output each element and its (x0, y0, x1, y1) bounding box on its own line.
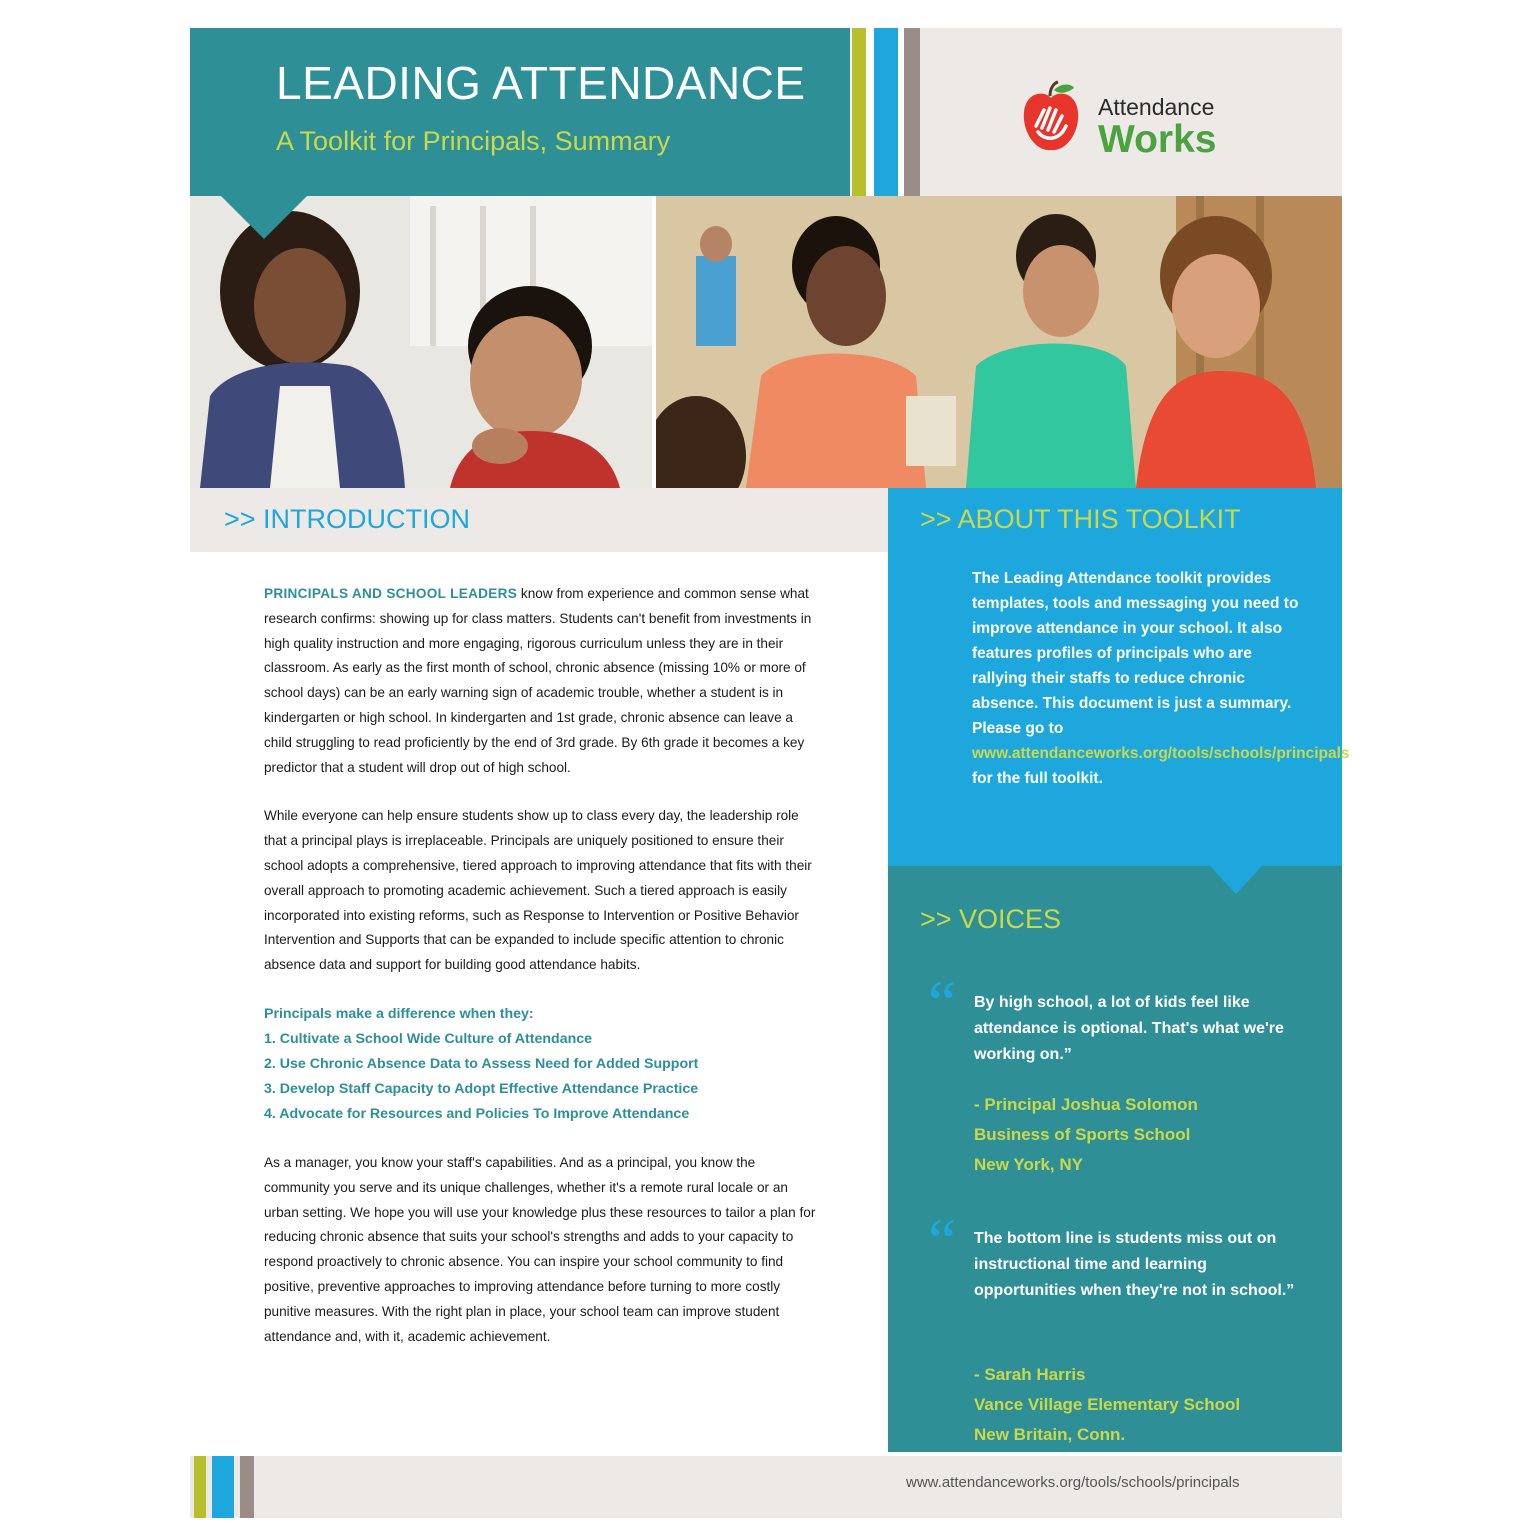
list-item: 1. Cultivate a School Wide Culture of Attendance (264, 1030, 593, 1047)
teacher-and-student-photo (190, 196, 652, 488)
about-toolkit-box (888, 488, 1350, 866)
quote-2-place: New Britain, Conn. (974, 1425, 1126, 1444)
logo-text-attendance: Attendance (1098, 94, 1215, 120)
quote-2-org: Vance Village Elementary School (974, 1395, 1241, 1414)
intro-lead: PRINCIPALS AND SCHOOL LEADERS (264, 586, 518, 601)
footer-stripe-grey (240, 1456, 254, 1518)
intro-paragraph-3: As a manager, you know your staff's capabilities. And as a principal, you know the community you serve and its unique challenges, whether it's a remote rural locale or an urban setting. We hope you will use your knowledge plus these resources to tailor a plan for reducing chronic absence that suits your school's strengths and adds to your capacity to respond proactively to chronic absence. You can inspire your school community to find positive, preventive approaches to improving attendance before turning to more costly punitive measures. With the right plan in place, your school team can improve student attendance and, with it, academic achievement. (264, 1154, 816, 1344)
quote-1-name: - Principal Joshua Solomon (974, 1095, 1198, 1114)
footer-stripe-lime (194, 1456, 206, 1518)
list-item: 4. Advocate for Resources and Policies To Improve Attendance (264, 1105, 690, 1122)
page-title: LEADING ATTENDANCE (276, 57, 806, 109)
footer-stripe-blue (212, 1456, 234, 1518)
quote-2-name: - Sarah Harris (974, 1365, 1086, 1384)
principals-list-heading: Principals make a difference when they: (264, 1005, 534, 1022)
intro-paragraph-1 (264, 582, 820, 780)
header-stripe-blue (874, 28, 898, 196)
quote-2-text: The bottom line is students miss out on instructional time and learning opportunities when they're not in school.” (974, 1230, 1295, 1299)
quote-1-org: Business of Sports School (974, 1125, 1191, 1144)
page-subtitle: A Toolkit for Principals, Summary (276, 126, 671, 156)
intro-paragraph-1-text: know from experience and common sense what research confirms: showing up for class matters. Students can't benefit from investments in high quality instruction and more engaging, rigorous curriculum unless they are in their classroom. As early as the first month of school, chronic absence (missing 10% or more of school days) can be an early warning sign of academic trouble, whether a student is in kindergarten or high school. In kindergarten and 1st grade, chronic absence can leave a child struggling to read proficiently by the end of 3rd grade. By 6th grade it becomes a key predictor that a student will drop out of high school. (264, 586, 812, 775)
students-in-hallway-photo (656, 196, 1342, 488)
list-item: 2. Use Chronic Absence Data to Assess Need for Added Support (264, 1055, 699, 1072)
principals-list (264, 1002, 820, 1127)
apple-hand-icon (1020, 80, 1082, 156)
header-stripe-grey (904, 28, 920, 196)
header-notch (220, 195, 308, 239)
about-text-main: The Leading Attendance toolkit provides templates, tools and messaging you need to improve attendance in your school. It also features profiles of principals who are rallying their staffs to reduce chronic absence. This document is just a summary. Please go to (972, 570, 1299, 737)
quote-1-text: By high school, a lot of kids feel like attendance is optional. That's what we're working on.” (974, 994, 1284, 1063)
quote-1-place: New York, NY (974, 1155, 1083, 1174)
introduction-heading: >> INTRODUCTION (224, 504, 471, 534)
footer-url-link[interactable]: www.attendanceworks.org/tools/schools/principals (906, 1474, 1240, 1491)
header-stripe-lime (852, 28, 866, 196)
about-toolkit-heading: >> ABOUT THIS TOOLKIT (920, 504, 1241, 534)
introduction-heading-bar (190, 488, 888, 552)
voices-heading: >> VOICES (920, 904, 1062, 934)
voices-box (888, 866, 1342, 1452)
quote-mark-1: “ (928, 967, 957, 1038)
header-band (190, 28, 850, 196)
toolkit-link[interactable]: www.attendanceworks.org/tools/schools/principals (972, 745, 1350, 762)
intro-paragraph-2: While everyone can help ensure students show up to class every day, the leadership role that a principal plays is irreplaceable. Principals are uniquely positioned to ensure their school adopts a comprehensive, tiered approach to improving attendance that fits with their overall approach to promoting academic achievement. Such a tiered approach is easily incorporated into existing reforms, such as Response to Intervention or Positive Behavior Intervention and Supports that can be expanded to include specific attention to chronic absence data and support for building good attendance habits. (264, 808, 812, 973)
about-text-end: for the full toolkit. (972, 770, 1103, 787)
about-toolkit-text (972, 566, 1350, 791)
quote-mark-2: “ (928, 1205, 957, 1276)
toolkit-page (190, 28, 1350, 1518)
introduction-body (264, 582, 820, 1373)
about-box-notch (1210, 866, 1262, 894)
list-item: 3. Develop Staff Capacity to Adopt Effective Attendance Practice (264, 1080, 699, 1097)
logo-area (920, 28, 1342, 196)
logo-text-works: Works (1098, 118, 1217, 161)
